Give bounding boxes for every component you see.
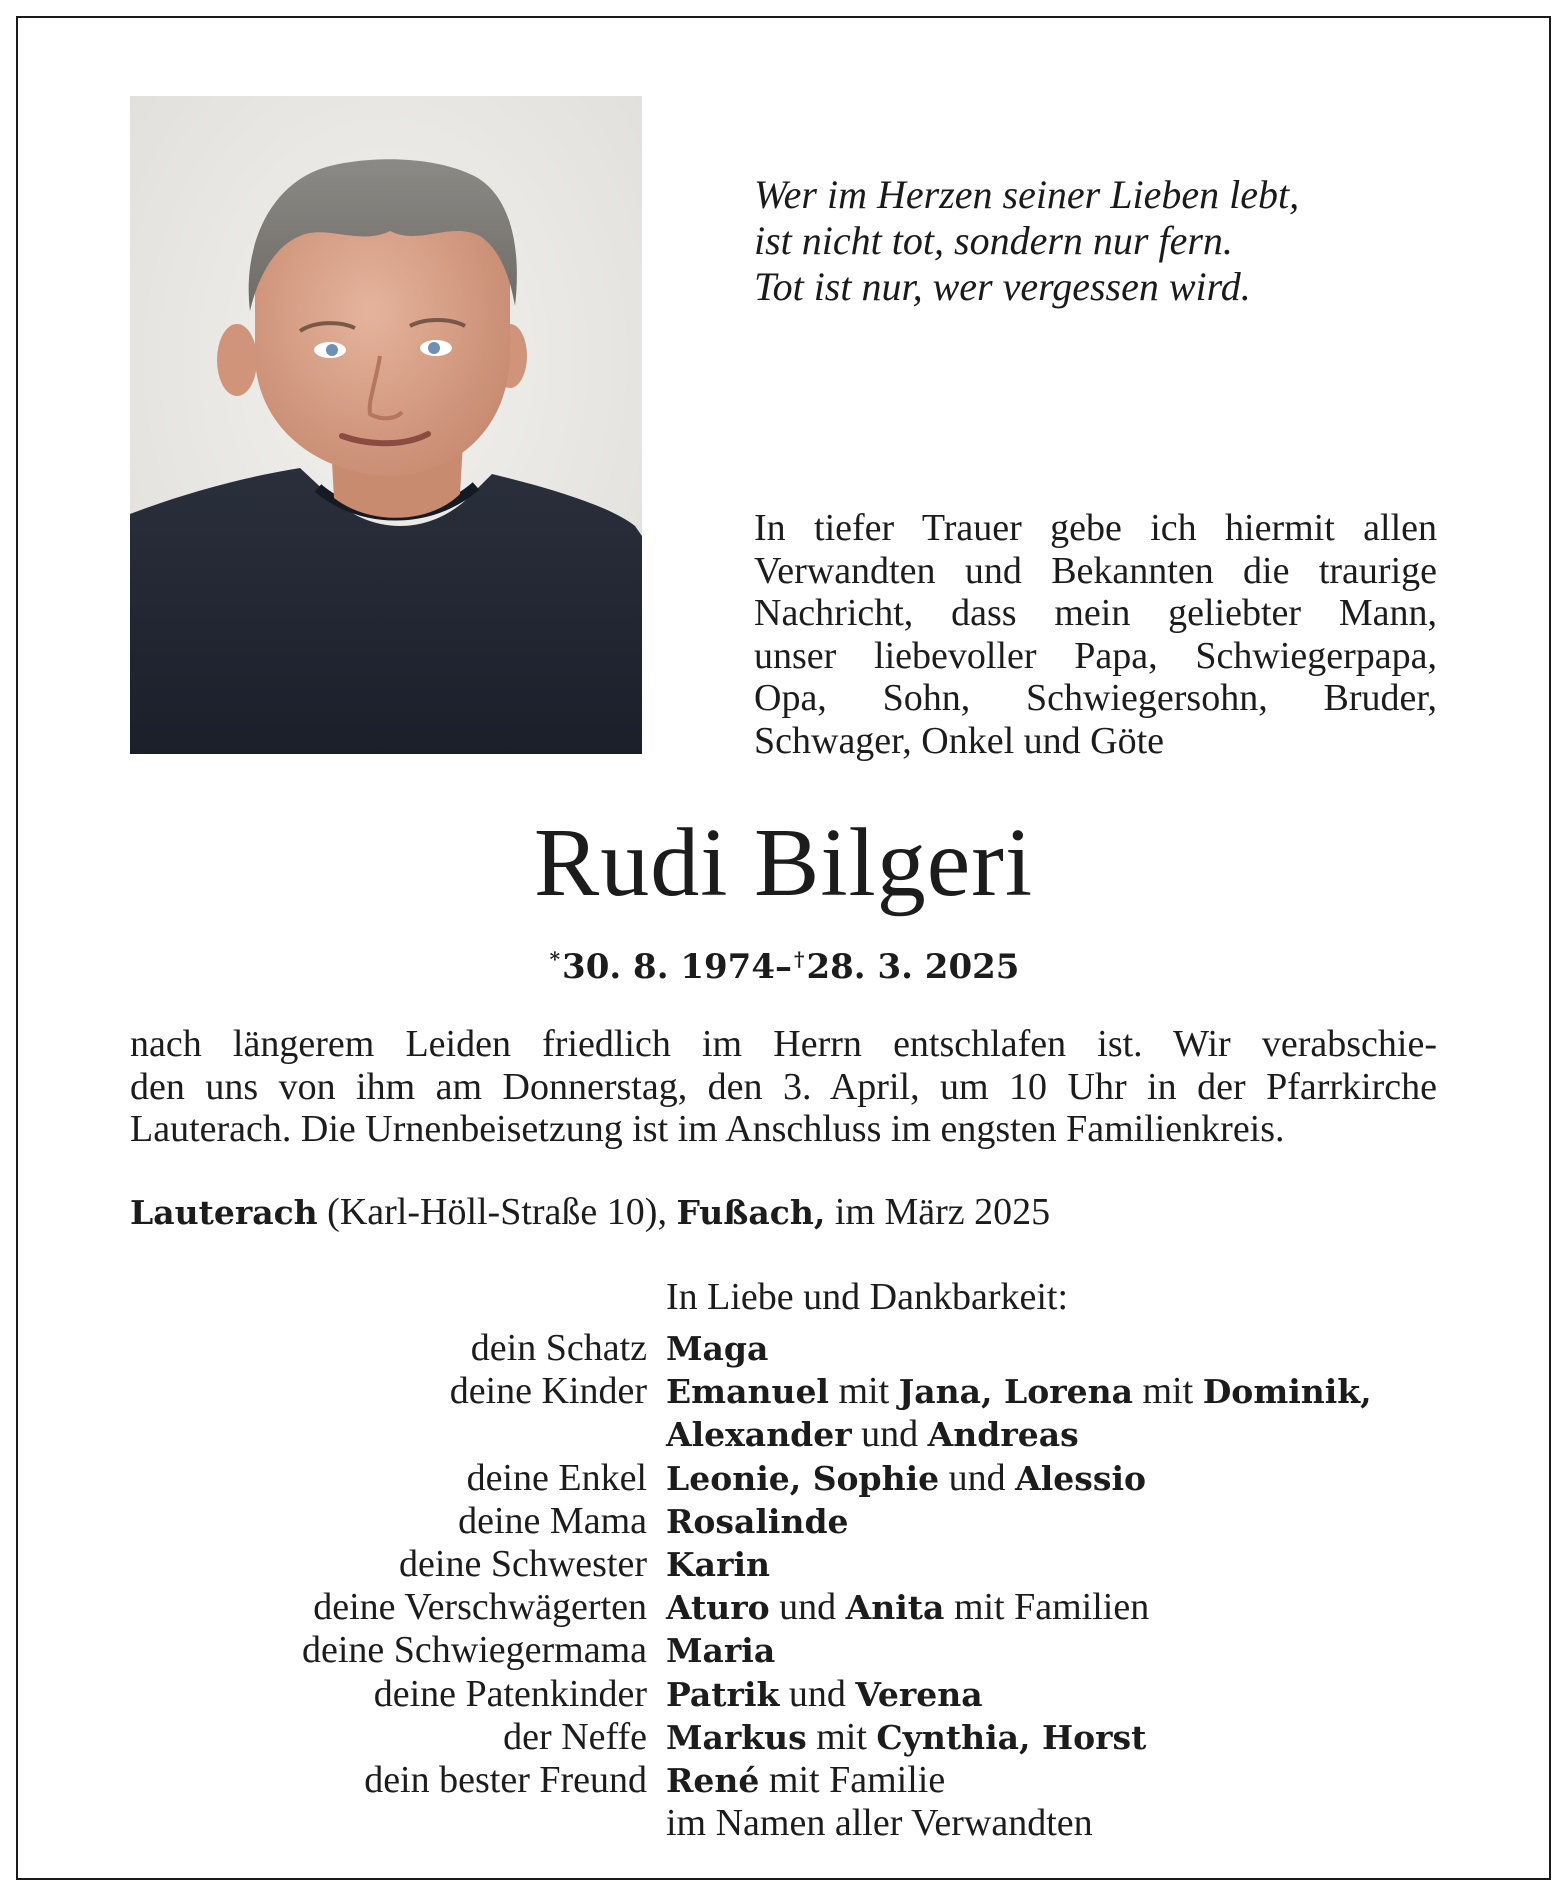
intro-line: Nachricht, dass mein geliebter Mann, — [754, 592, 1437, 634]
mourner-connector: und — [769, 1586, 846, 1629]
mourner-name: Alessio — [1015, 1458, 1146, 1498]
intro-line: In tiefer Trauer gebe ich hiermit allen — [754, 507, 1437, 549]
mourner-row — [100, 1802, 1500, 1844]
place-city: Fußach, — [676, 1193, 826, 1232]
mourner-relation: deine Schwiegermama — [301, 1629, 647, 1672]
mourner-name: Alexander — [666, 1415, 852, 1455]
birth-symbol: * — [549, 947, 561, 971]
intro-line: Opa, Sohn, Schwiegersohn, Bruder, — [754, 677, 1437, 719]
deceased-name: Rudi Bilgeri — [533, 809, 1034, 917]
portrait-photo — [130, 96, 642, 754]
mourner-names — [666, 1716, 1146, 1759]
birth-date: 30. 8. 1974 — [562, 947, 775, 987]
mourner-name: Andreas — [927, 1415, 1079, 1455]
mourner-names — [666, 1759, 945, 1802]
mourner-name: Anita — [845, 1588, 945, 1628]
mourner-relation: deine Enkel — [466, 1456, 647, 1499]
mourner-name: Karin — [666, 1545, 770, 1585]
mourner-relation: deine Mama — [458, 1499, 647, 1542]
place-address: (Karl-Höll-Straße 10), — [317, 1191, 677, 1233]
mourner-name: Maria — [666, 1631, 776, 1671]
intro-line: Schwager, Onkel und Göte — [754, 719, 1165, 762]
place-date: im März 2025 — [825, 1191, 1051, 1233]
place-city: Lauterach — [130, 1193, 318, 1232]
mourner-relation — [100, 1413, 666, 1456]
mourner-relation: der Neffe — [503, 1715, 647, 1758]
mourner-relation: deine Schwester — [399, 1543, 647, 1586]
mourner-row — [100, 1759, 1500, 1802]
mourner-name: Leonie, Sophie — [666, 1458, 940, 1498]
mourner-names — [666, 1413, 1079, 1456]
mourner-name: Jana, Lorena — [898, 1372, 1133, 1412]
mourner-name: Aturo — [666, 1588, 770, 1628]
mourner-name: Cynthia, Horst — [876, 1717, 1147, 1757]
mourner-connector: mit — [806, 1715, 877, 1758]
funeral-details — [130, 1023, 1437, 1151]
mourner-connector: im Namen aller Verwandten — [666, 1802, 1093, 1845]
mourner-connector: mit Familie — [759, 1759, 946, 1802]
mourner-name: Patrik — [666, 1674, 780, 1714]
mourner-name: Emanuel — [666, 1372, 829, 1412]
intro-line: unser liebevoller Papa, Schwiegerpapa, — [754, 634, 1437, 677]
quote-line: Wer im Herzen seiner Lieben lebt, — [754, 172, 1300, 217]
mourner-names — [666, 1500, 849, 1543]
mourner-row — [100, 1716, 1500, 1759]
mourner-names — [666, 1327, 768, 1370]
mourners-list — [100, 1327, 1500, 1844]
mourner-row — [100, 1370, 1500, 1413]
mourner-row — [100, 1586, 1500, 1629]
mourner-names — [666, 1586, 1149, 1629]
mourner-name: Rosalinde — [666, 1501, 849, 1541]
mourner-names — [666, 1543, 770, 1586]
mourner-row — [100, 1327, 1500, 1370]
mourner-connector: und — [851, 1413, 928, 1456]
mourner-relation: dein bester Freund — [364, 1759, 647, 1802]
mourner-row — [100, 1413, 1500, 1456]
mourner-connector: und — [779, 1672, 856, 1715]
intro-line: Verwandten und Bekannten die traurige — [754, 549, 1437, 592]
death-date: 28. 3. 2025 — [806, 947, 1020, 987]
mourner-row — [100, 1543, 1500, 1586]
thanks-line: In Liebe und Dankbarkeit: — [666, 1276, 1069, 1318]
mourner-name: Maga — [666, 1329, 769, 1368]
mourner-name: Dominik, — [1202, 1372, 1372, 1412]
body-line: Lauterach. Die Urnenbeisetzung ist im Anschluss im engsten Familienkreis. — [130, 1108, 1285, 1150]
mourner-row — [100, 1457, 1500, 1500]
mourner-relation: deine Patenkinder — [373, 1672, 647, 1715]
mourner-names — [666, 1673, 983, 1716]
body-line: den uns von ihm am Donnerstag, den 3. April, um 10 Uhr in der Pfarrkirche — [130, 1065, 1437, 1108]
mourner-row — [100, 1629, 1500, 1672]
place-and-date — [130, 1190, 1050, 1235]
mourner-name: Markus — [666, 1717, 807, 1757]
death-symbol: † — [794, 947, 805, 971]
mourner-row — [100, 1673, 1500, 1716]
mourner-name: Verena — [855, 1674, 983, 1714]
quote-line: ist nicht tot, sondern nur fern. — [754, 218, 1233, 263]
mourner-relation: dein Schatz — [470, 1327, 647, 1369]
mourner-connector: mit — [828, 1370, 899, 1413]
mourner-relation — [100, 1802, 666, 1844]
mourner-name: René — [666, 1761, 760, 1801]
life-dates — [0, 937, 1567, 989]
mourner-names — [666, 1457, 1146, 1500]
mourner-relation: deine Verschwägerten — [313, 1586, 647, 1629]
quote-line: Tot ist nur, wer vergessen wird. — [754, 264, 1251, 309]
portrait-image — [130, 96, 642, 754]
announcement-intro — [754, 507, 1437, 762]
mourner-connector: und — [939, 1456, 1016, 1499]
memorial-quote — [754, 172, 1299, 310]
mourner-relation: deine Kinder — [449, 1370, 647, 1413]
body-line: nach längerem Leiden friedlich im Herrn entschlafen ist. Wir verabschie- — [130, 1023, 1437, 1065]
mourner-names — [666, 1370, 1372, 1413]
mourner-names — [666, 1629, 775, 1672]
mourner-connector: mit Familien — [944, 1586, 1150, 1629]
mourner-connector: mit — [1133, 1370, 1203, 1413]
mourner-names — [666, 1802, 1093, 1844]
mourner-row — [100, 1500, 1500, 1543]
date-separator: – — [775, 947, 792, 987]
